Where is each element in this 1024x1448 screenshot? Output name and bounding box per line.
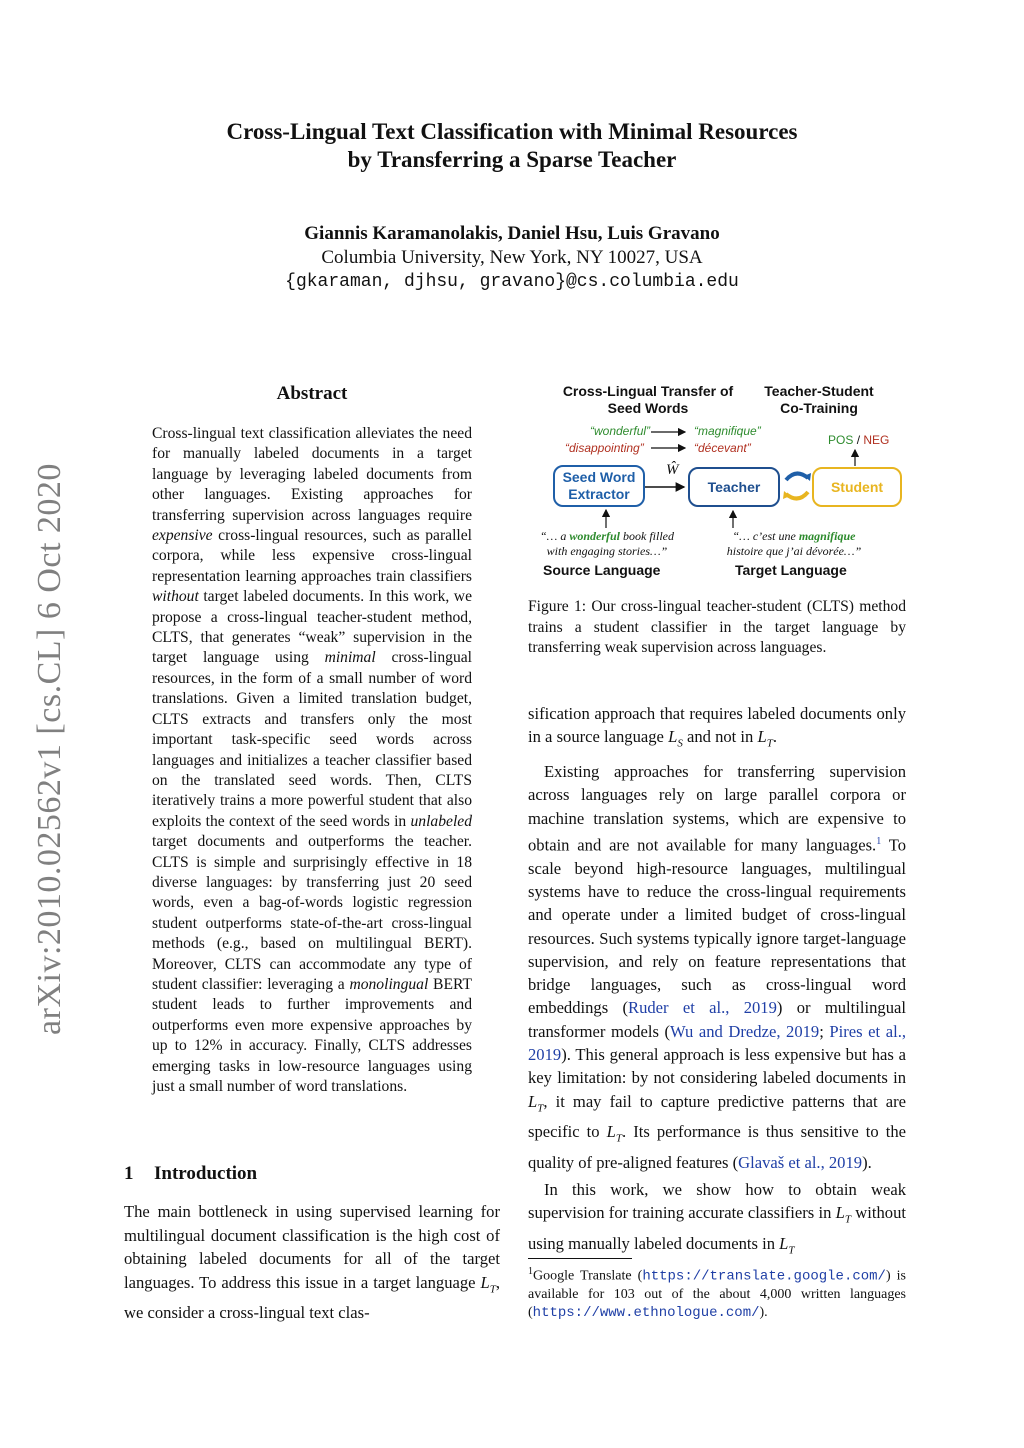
body-text: , we consider a cross-lingual text clas- [124, 1272, 500, 1323]
abstract-heading: Abstract [276, 383, 348, 404]
cotrain-arrow-blue [786, 473, 808, 480]
source-example: “… a wonderful book filled with engaging stories…” [539, 529, 675, 558]
citation-link[interactable]: Glavaš et al., 2019 [738, 1152, 863, 1172]
abstract-text: Cross-lingual text classification alleviates the need for manually labeled documents in a target language by leveraging labeled documents from other languages. Existing approaches for transferring supervision across languages require [152, 425, 472, 524]
tgt-seed-word-positive: “magnifique” [694, 424, 761, 438]
abstract-text: cross-lingual resources, in the form of a small number of word translations. Given a limited translation budget, CLTS extracts and transfers only the most important task-specific seed words across languages and initializes a teacher classifier based on the translated seed words. Then, CLTS iteratively trains a more powerful student that also exploits the context of the seed words in [152, 649, 472, 830]
abstract-emphasis: expensive [152, 527, 213, 545]
target-language-label: Target Language [735, 562, 847, 578]
citation-link[interactable]: Pires et al., 2019 [528, 1021, 907, 1064]
figure-1 [528, 380, 908, 585]
affiliation: Columbia University, New York, NY 10027, USA [321, 247, 703, 268]
output-labels [828, 433, 889, 447]
author-names: Giannis Karamanolakis, Daniel Hsu, Luis Gravano [304, 223, 720, 244]
abstract-emphasis: without [152, 588, 199, 606]
seed-word-extractor-box: Seed Word Extractor [553, 465, 645, 507]
intro-left-paragraph [124, 1200, 500, 1325]
section-heading [124, 1163, 500, 1185]
footnote-url[interactable]: https://translate.google.com/ [642, 1268, 886, 1285]
student-box: Student [812, 467, 902, 507]
label-separator: / [856, 433, 861, 447]
source-language-label: Source Language [543, 562, 661, 578]
paper-title [0, 118, 1024, 174]
src-seed-word-positive: “wonderful” [590, 424, 651, 438]
citation-link[interactable]: Wu and Dredze, 2019 [670, 1021, 820, 1041]
target-example: “… c’est une magnifique histoire que j’ai dévorée…” [726, 529, 862, 558]
w-hat-label: Ŵ [666, 462, 679, 478]
tgt-seed-word-negative: “décevant” [694, 441, 751, 455]
fig-heading-transfer: Cross-Lingual Transfer of Seed Words [562, 383, 734, 416]
title-line-2: by Transferring a Sparse Teacher [347, 147, 677, 172]
abstract-text: target labeled documents. In this work, we propose a cross-lingual teacher-student method, CLTS, that generates “weak” supervision in the target language using [152, 588, 472, 667]
pos-label: POS [828, 433, 854, 447]
figure-caption: Figure 1: Our cross-lingual teacher-student (CLTS) method trains a student classifier in the target language by transferring weak supervision across languages. [528, 598, 906, 656]
intro-right-column: sification approach that requires labeled documents only in a source language $L_S$ and not in $L_T$. Existing approaches for transferring supervision across languages rely on large parallel corpora or machine translation systems, which are expensive to obtain and are not available for many languages.$^1$ To scale beyond high-resource languages, multilingual systems have to reduce the cross-lingual requirements and operate under a limited budget of cross-lingual resources. Such systems typically ignore target-language supervision, and rely on feature representations that bridge languages, such as cross-lingual word embeddings (Ruder et al., 2019) or multilingual transformer models (Wu and Dredze, 2019; Pires et al., 2019). This general approach is less expensive but has a key limitation: by not considering labeled documents in $L_T$, it may fail to capture predictive patterns that are specific to $L_T$. Its performance is thus sensitive to the quality of pre-aligned features (Glavaš et al., 2019). In this work, we show how to obtain weak supervision for training accurate classifiers in $L_T$ without using manually labeled documents in $L_T$ [528, 704, 907, 1257]
author-emails: {gkaraman, djhsu, gravano}@cs.columbia.edu [285, 272, 739, 292]
teacher-box: Teacher [688, 467, 780, 507]
abstract-text: target documents and outperforms the teacher. CLTS is simple and surprisingly effective in 18 diverse languages: by transferring just 20 seed words, even a bag-of-words logistic regression student outperforms state-of-the-art cross-lingual methods (e.g., based on multilingual BERT). Moreover, CLTS can accommodate any type of student classifier: leveraging a [152, 833, 472, 993]
cotrain-arrow-yellow [786, 492, 808, 499]
footnote-url[interactable]: https://www.ethnologue.com/ [532, 1304, 760, 1321]
footnote-number: 1 [528, 1266, 533, 1277]
abstract-text: BERT student leads to further improvements and outperforms even more expensive approaches by up to 12% in accuracy. Finally, CLTS addresses emerging tasks in low-resource languages using just a small number of word translations. [152, 975, 472, 1095]
src-seed-word-negative: “disappointing” [565, 441, 644, 455]
citation-link[interactable]: Ruder et al., 2019 [628, 998, 777, 1018]
math-symbol: $L_T$ [480, 1272, 496, 1295]
footnote: $^1$Google Translate (https://translate.google.com/) is available for 103 out of the about 4,000 written languages (https://www.ethnologue.com/). [528, 1266, 906, 1321]
author-block [0, 222, 1024, 294]
title-line-1: Cross-Lingual Text Classification with Minimal Resources [226, 119, 798, 144]
abstract-emphasis: unlabeled [410, 812, 472, 830]
footnote-marker[interactable]: 1 [876, 835, 882, 847]
neg-label: NEG [863, 433, 890, 447]
arxiv-stamp: arXiv:2010.02562v1 [cs.CL] 6 Oct 2020 [31, 463, 68, 1035]
section-number: 1 [124, 1163, 134, 1184]
footnote-rule [528, 1258, 632, 1259]
abstract-text: cross-lingual resources, such as parallel corpora, while less expensive cross-lingual representation learning approaches train classifiers [152, 527, 472, 585]
fig-heading-cotraining: Teacher-Student Co-Training [764, 383, 874, 416]
abstract-body [152, 424, 472, 1097]
abstract-emphasis: monolingual [349, 975, 429, 993]
section-title: Introduction [154, 1163, 258, 1184]
abstract-emphasis: minimal [324, 649, 376, 667]
body-text: The main bottleneck in using supervised learning for multilingual document classification is the high cost of obtaining labeled documents for all of the target languages. To address this issue in a target language [124, 1202, 500, 1292]
